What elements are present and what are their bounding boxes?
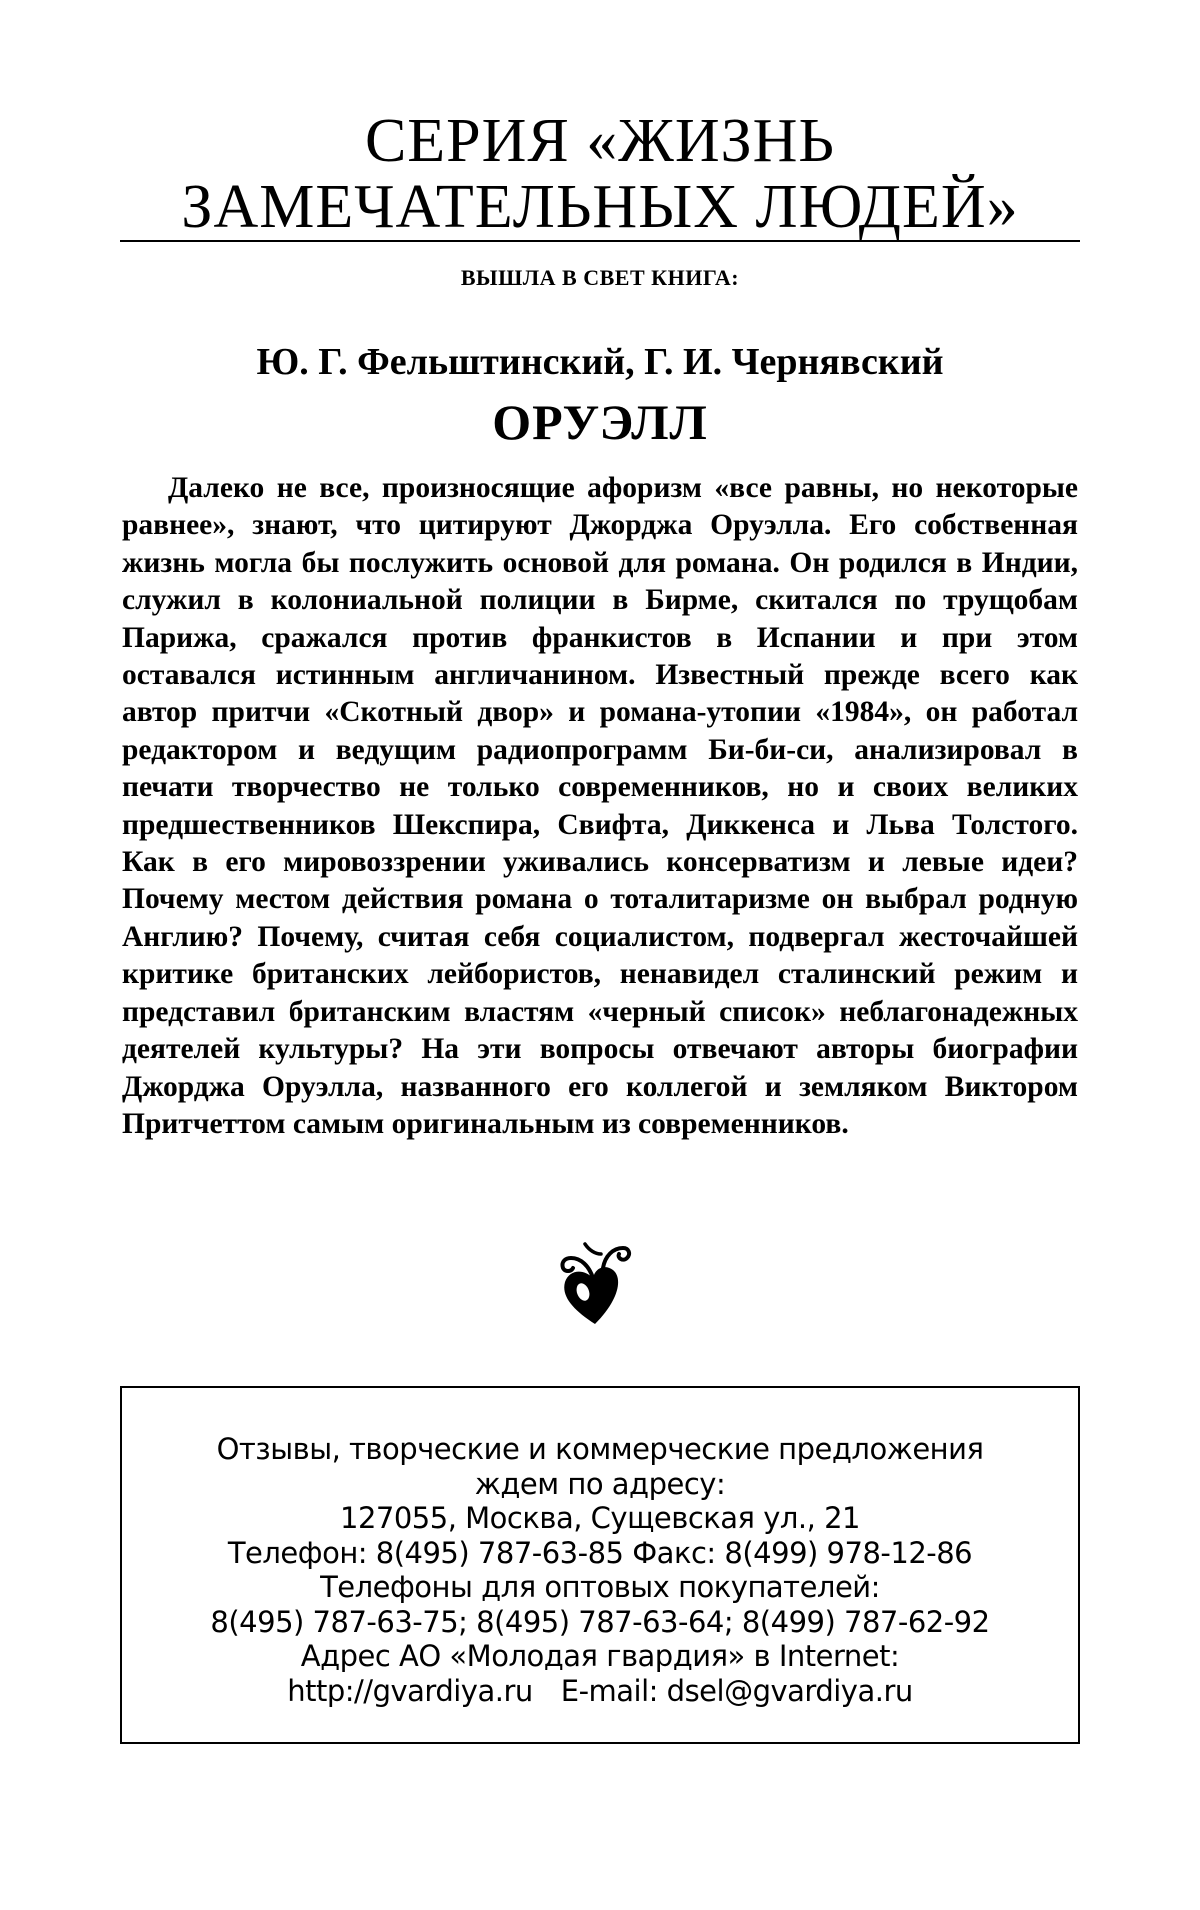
book-annotation: Далеко не все, произносящие афоризм «все равны, но некоторые равнее», знают, что цитируют Джорджа Оруэлла. Его собственная жизнь могла бы послужить основой для романа. Он родился в Индии, служил в колониальной полиции в Бирме, скитался по трущобам Парижа, сражался против франкистов в Испании и при этом оставался истинным англичанином. Известный прежде всего как автор притчи «Скотный двор» и романа-утопии «1984», он работал редактором и ведущим радиопрограмм Би-би-си, анализировал в печати творчество не только современников, но и своих великих предшественников Шекспира, Свифта, Диккенса и Льва Толстого. Как в его мировоззрении уживались консерватизм и левые идеи? Почему местом действия романа о тоталитаризме он выбрал родную Англию? Почему, считая себя социалистом, подвергал жесточайшей критике британских лейбористов, ненавидел сталинский режим и представил британским властям «черный список» неблагонадежных деятелей культуры? На эти вопросы отвечают авторы биографии Джорджа Оруэлла, названного его коллегой и земляком Виктором Притчеттом самым оригинальным из современников.: [122, 472, 1078, 1140]
website-link[interactable]: http://gvardiya.ru: [287, 1673, 533, 1708]
phone-fax: Телефон: 8(495) 787-63-85 Факс: 8(499) 978-12-86: [227, 1535, 973, 1570]
contact-info-box: [120, 1386, 1080, 1744]
contact-line: Отзывы, творческие и коммерческие предложения: [216, 1432, 984, 1466]
wholesale-phones: 8(495) 787-63-75; 8(495) 787-63-64; 8(499) 787-62-92: [210, 1604, 990, 1639]
book-authors: Ю. Г. Фельштинский, Г. И. Чернявский: [256, 341, 944, 383]
contact-info: [122, 1432, 1078, 1708]
contact-line: Телефоны для оптовых покупателей:: [320, 1570, 880, 1604]
email-link[interactable]: E-mail: dsel@gvardiya.ru: [560, 1673, 913, 1708]
divider-line: [120, 240, 1080, 242]
contact-line: ждем по адресу:: [474, 1466, 726, 1501]
announcement-label: ВЫШЛА В СВЕТ КНИГА:: [460, 265, 740, 290]
web-contacts: [122, 1674, 1078, 1709]
contact-line: Адрес АО «Молодая гвардия» в Internet:: [300, 1639, 900, 1673]
fleuron-icon: [555, 1240, 635, 1326]
book-title: ОРУЭЛЛ: [492, 394, 708, 450]
series-title: СЕРИЯ «ЖИЗНЬ ЗАМЕЧАТЕЛЬНЫХ ЛЮДЕЙ»: [181, 107, 1019, 241]
postal-address: 127055, Москва, Сущевская ул., 21: [340, 1501, 860, 1535]
